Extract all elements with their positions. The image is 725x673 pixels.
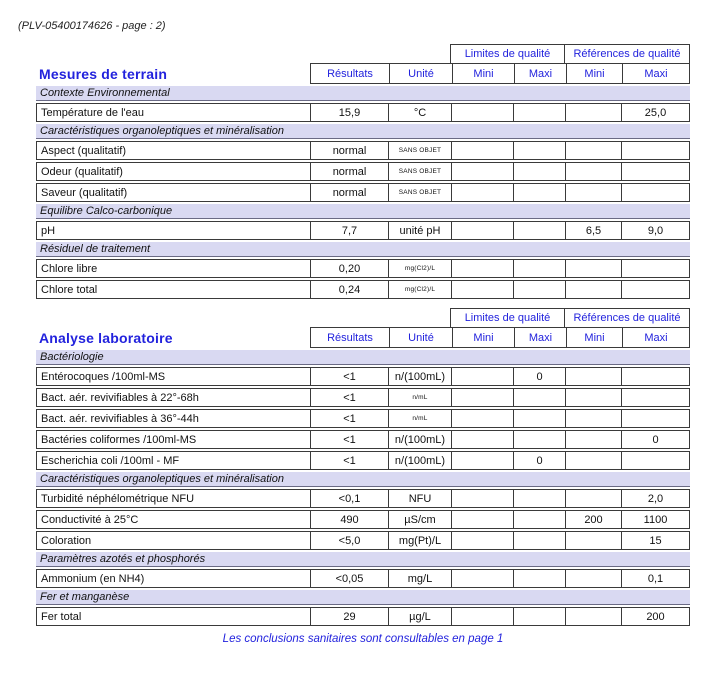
unit-value: n/(100mL)	[388, 368, 451, 385]
unit-value: mg(Cl2)/L	[388, 281, 451, 298]
unit-column-header: Unité	[389, 64, 452, 83]
ref-mini-value	[565, 608, 621, 625]
parameter-name: Chlore total	[41, 283, 98, 296]
limit-maxi-value	[513, 260, 565, 277]
parameter-name: Escherichia coli /100ml - MF	[41, 454, 180, 467]
parameter-group-band: Caractéristiques organoleptiques et minéralisation	[36, 124, 690, 139]
parameter-row	[36, 607, 690, 626]
unit-value: n/mL	[388, 410, 451, 427]
ref-mini-value	[565, 142, 621, 159]
ref-mini-value	[565, 410, 621, 427]
header-group-row	[36, 44, 690, 64]
unit-value: SANS OBJET	[388, 142, 451, 159]
header-group-row	[36, 308, 690, 328]
ref-mini-column-header: Mini	[566, 328, 622, 347]
references-group-header: Références de qualité	[564, 308, 690, 328]
unit-value: SANS OBJET	[388, 163, 451, 180]
parameter-row	[36, 183, 690, 202]
results-column-header: Résultats	[327, 331, 373, 344]
ref-mini-value	[565, 389, 621, 406]
unit-value: NFU	[388, 490, 451, 507]
unit-value: mg(Pt)/L	[388, 532, 451, 549]
parameter-row	[36, 259, 690, 278]
limit-mini-column-header: Mini	[452, 64, 514, 83]
unit-value: mg(Cl2)/L	[388, 260, 451, 277]
result-value: normal	[310, 142, 388, 159]
unit-value: SANS OBJET	[388, 184, 451, 201]
parameter-row	[36, 162, 690, 181]
limit-mini-value	[451, 511, 513, 528]
result-value: normal	[310, 163, 388, 180]
ref-maxi-value: 200	[621, 608, 689, 625]
parameter-name: Odeur (qualitatif)	[41, 165, 123, 178]
section-rows	[36, 350, 690, 626]
ref-mini-value	[565, 260, 621, 277]
ref-maxi-column-header: Maxi	[622, 328, 689, 347]
parameter-row	[36, 430, 690, 449]
section-title: Analyse laboratoire	[39, 329, 173, 346]
parameter-row	[36, 409, 690, 428]
limit-maxi-value	[513, 410, 565, 427]
ref-mini-value	[565, 184, 621, 201]
ref-mini-value	[565, 532, 621, 549]
parameter-name: Chlore libre	[41, 262, 98, 275]
ref-maxi-value: 2,0	[621, 490, 689, 507]
ref-mini-column-header: Mini	[566, 64, 622, 83]
limit-maxi-value	[513, 104, 565, 121]
limit-mini-value	[451, 389, 513, 406]
parameter-group-band: Fer et manganèse	[36, 590, 690, 605]
result-value: 15,9	[310, 104, 388, 121]
unit-value: unité pH	[388, 222, 451, 239]
header-cells-row	[36, 63, 690, 84]
result-value: <0,1	[310, 490, 388, 507]
header-spacer	[36, 44, 450, 64]
section-rows	[36, 86, 690, 299]
column-headers	[310, 63, 690, 84]
limit-mini-value	[451, 608, 513, 625]
ref-mini-value	[565, 490, 621, 507]
parameter-row	[36, 367, 690, 386]
analysis-document	[36, 44, 690, 645]
result-value: 29	[310, 608, 388, 625]
ref-maxi-value: 15	[621, 532, 689, 549]
parameter-row	[36, 388, 690, 407]
parameter-group-band: Caractéristiques organoleptiques et minéralisation	[36, 472, 690, 487]
parameter-row	[36, 141, 690, 160]
ref-maxi-value	[621, 368, 689, 385]
parameter-name: Bactéries coliformes /100ml-MS	[41, 433, 197, 446]
limit-maxi-column-header: Maxi	[514, 328, 566, 347]
limit-mini-value	[451, 532, 513, 549]
ref-maxi-value	[621, 389, 689, 406]
ref-maxi-column-header: Maxi	[622, 64, 689, 83]
parameter-name: pH	[41, 224, 56, 237]
limit-mini-value	[451, 570, 513, 587]
column-headers	[310, 327, 690, 348]
limit-mini-value	[451, 222, 513, 239]
limits-group-header: Limites de qualité	[450, 44, 565, 64]
ref-maxi-value	[621, 410, 689, 427]
result-value: <1	[310, 431, 388, 448]
parameter-name: Bact. aér. revivifiables à 22°-68h	[41, 391, 199, 404]
ref-maxi-value: 0,1	[621, 570, 689, 587]
section-title: Mesures de terrain	[39, 65, 168, 82]
ref-maxi-value	[621, 281, 689, 298]
ref-mini-value	[565, 368, 621, 385]
parameter-name: Bact. aér. revivifiables à 36°-44h	[41, 412, 199, 425]
limit-mini-value	[451, 452, 513, 469]
page-reference-note: (PLV-05400174626 - page : 2)	[18, 20, 166, 32]
header-cells-row	[36, 327, 690, 348]
limit-mini-value	[451, 431, 513, 448]
parameter-row	[36, 489, 690, 508]
parameter-row	[36, 103, 690, 122]
ref-maxi-value: 0	[621, 431, 689, 448]
limit-mini-value	[451, 368, 513, 385]
limit-mini-value	[451, 260, 513, 277]
parameter-name: Coloration	[41, 534, 92, 547]
parameter-row	[36, 280, 690, 299]
parameter-name: Turbidité néphélométrique NFU	[41, 492, 195, 505]
conclusions-note: Les conclusions sanitaires sont consultables en page 1	[222, 633, 504, 645]
references-group-header: Références de qualité	[564, 44, 690, 64]
result-value: <1	[310, 368, 388, 385]
ref-maxi-value	[621, 163, 689, 180]
results-column-header: Résultats	[327, 67, 373, 80]
ref-maxi-value	[621, 142, 689, 159]
parameter-group-band: Contexte Environnemental	[36, 86, 690, 101]
section-analyse-laboratoire	[36, 308, 690, 626]
parameter-name: Aspect (qualitatif)	[41, 144, 126, 157]
result-value: <0,05	[310, 570, 388, 587]
ref-mini-value	[565, 570, 621, 587]
limit-maxi-value: 0	[513, 368, 565, 385]
unit-value: n/mL	[388, 389, 451, 406]
result-value: <1	[310, 410, 388, 427]
ref-mini-value	[565, 281, 621, 298]
parameter-row	[36, 531, 690, 550]
parameter-name: Saveur (qualitatif)	[41, 186, 128, 199]
parameter-name: Conductivité à 25°C	[41, 513, 139, 526]
result-value: <1	[310, 389, 388, 406]
limit-maxi-value	[513, 490, 565, 507]
limit-mini-value	[451, 281, 513, 298]
limit-maxi-value	[513, 389, 565, 406]
limit-mini-value	[451, 410, 513, 427]
ref-maxi-value	[621, 452, 689, 469]
limit-maxi-value	[513, 570, 565, 587]
ref-mini-value	[565, 431, 621, 448]
ref-mini-value	[565, 104, 621, 121]
unit-value: n/(100mL)	[388, 452, 451, 469]
result-value: <1	[310, 452, 388, 469]
parameter-row	[36, 510, 690, 529]
parameter-name: Température de l'eau	[41, 106, 144, 119]
parameter-group-band: Bactériologie	[36, 350, 690, 365]
unit-value: µS/cm	[388, 511, 451, 528]
ref-maxi-value: 1100	[621, 511, 689, 528]
parameter-row	[36, 451, 690, 470]
ref-mini-value	[565, 163, 621, 180]
ref-maxi-value	[621, 260, 689, 277]
limit-maxi-value	[513, 281, 565, 298]
parameter-group-band: Equilibre Calco-carbonique	[36, 204, 690, 219]
limit-maxi-column-header: Maxi	[514, 64, 566, 83]
parameter-name: Ammonium (en NH4)	[41, 572, 145, 585]
limit-mini-value	[451, 104, 513, 121]
parameter-group-band: Résiduel de traitement	[36, 242, 690, 257]
limit-maxi-value	[513, 511, 565, 528]
parameter-group-band: Paramètres azotés et phosphorés	[36, 552, 690, 567]
result-value: normal	[310, 184, 388, 201]
unit-column-header: Unité	[389, 328, 452, 347]
parameter-name: Entérocoques /100ml-MS	[41, 370, 166, 383]
result-value: 0,20	[310, 260, 388, 277]
result-value: 7,7	[310, 222, 388, 239]
unit-value: µg/L	[388, 608, 451, 625]
limit-maxi-value	[513, 532, 565, 549]
limit-mini-value	[451, 163, 513, 180]
limit-mini-value	[451, 490, 513, 507]
parameter-name: Fer total	[41, 610, 82, 623]
parameter-row	[36, 221, 690, 240]
ref-mini-value: 200	[565, 511, 621, 528]
header-spacer	[36, 308, 450, 328]
parameter-row	[36, 569, 690, 588]
limits-group-header: Limites de qualité	[450, 308, 565, 328]
ref-maxi-value: 25,0	[621, 104, 689, 121]
result-value: 490	[310, 511, 388, 528]
unit-value: n/(100mL)	[388, 431, 451, 448]
ref-maxi-value: 9,0	[621, 222, 689, 239]
section-mesures-de-terrain	[36, 44, 690, 299]
limit-mini-value	[451, 184, 513, 201]
result-value: <5,0	[310, 532, 388, 549]
limit-maxi-value	[513, 222, 565, 239]
ref-mini-value	[565, 452, 621, 469]
limit-maxi-value: 0	[513, 452, 565, 469]
limit-mini-value	[451, 142, 513, 159]
limit-mini-column-header: Mini	[452, 328, 514, 347]
result-value: 0,24	[310, 281, 388, 298]
limit-maxi-value	[513, 431, 565, 448]
limit-maxi-value	[513, 163, 565, 180]
limit-maxi-value	[513, 184, 565, 201]
unit-value: °C	[388, 104, 451, 121]
limit-maxi-value	[513, 142, 565, 159]
ref-maxi-value	[621, 184, 689, 201]
limit-maxi-value	[513, 608, 565, 625]
unit-value: mg/L	[388, 570, 451, 587]
ref-mini-value: 6,5	[565, 222, 621, 239]
